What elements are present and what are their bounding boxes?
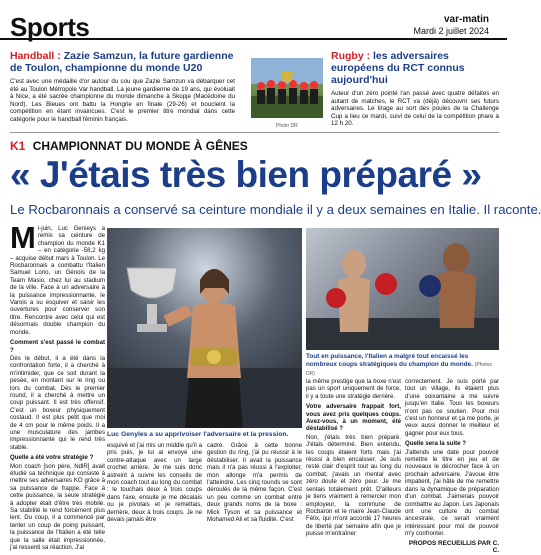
question-2: Quelle a été votre stratégie ?: [10, 454, 94, 462]
answer-2: Mon coach [son père, NdlR] avait étudié sa technique qui consiste à mettre ses adversaires KO grâce à sa puissance de frappe. Face à cette puissance, la seule stratégie à adopter était d'être très mobile. Sa stabilité le rend forcément plus lent. Du coup, il a commencé par tenter un coup de poing puissant, la puissance de l'Italien a été telle que la salle était impressionnée, j'ai ressenti sa réaction. J'ai: [10, 462, 105, 552]
issue-date: Mardi 2 juillet 2024: [413, 26, 489, 36]
brief-rugby-sport: Rugby :: [331, 50, 371, 62]
fight-action-illustration: [306, 228, 499, 350]
photo-credit: Photo DR: [276, 123, 298, 129]
article-lead: [10, 220, 105, 336]
question-1: Comment s'est passé le combat ?: [10, 339, 105, 354]
brief-rugby: [331, 50, 499, 128]
article-column-4: [306, 378, 401, 539]
question-3: Votre adversaire frappait fort, vous avez pris quelques coups. Avez-vous, à un moment, été déstabilisé ?: [306, 403, 401, 433]
column-3-text: cadré. Grâce à cette bonne gestion du ring, j'ai pu réussir à le déstabiliser. Il avait la puissance mais il n'a pas réussi à l'exploiter, mon allonge m'a permis de l'atteindre. Les cinq rounds se sont déroulés de la même façon. C'est un peu comme un combat entre deux grands noms de la boxe : Mick Tyson et sa puissance et Mohamed Ali et sa fluidité. C'est: [207, 442, 302, 524]
right-caption-text: Tout en puissance, l'Italien a malgré tout encaissé les nombreux coups stratégiques du champion du monde.: [306, 353, 473, 368]
lead-text: i-juin, Luc Genieys a remis sa ceinture de champion du monde K1 – en catégorie -58,2 kg – acquise début mars à Toulon. Le Rocbaronnais a combattu l'Italien Samuel Lorio, un Génois de la Team Masio, chez lui au stadium de la ville. Face à un adversaire à la puissance impressionnante, le Varois a su esquiver et saisir les ouvertures pour conserver son titre. Rencontre avec celui qui est désormais double champion du monde.: [10, 225, 105, 336]
newspaper-brand: var-matin: [443, 14, 489, 25]
article-standfirst: Le Rocbaronnais a conservé sa ceinture mondiale il y a deux semaines en Italie. Il raconte.: [10, 202, 541, 217]
right-photo-credit: (Photos DR): [306, 361, 492, 377]
column-4-text: la même prestige que la boxe n'est pas un sport uniquement de force, il y a toute une stratégie derrière.: [306, 378, 401, 400]
brief-handball: [10, 50, 235, 124]
brief-rugby-body: Auteur d'un zéro pointé l'an passé avec quatre défaites en autant de matches, le RCT va (déjà) découvrir ses futurs adversaires. Le tirage au sort des poules de la Challenge Cup a lieu ce mardi, suivi de celui de la compétition phare à 12 h 20.: [331, 90, 499, 128]
answer-3: Non, j'étais très bien préparé. J'étais déterminé. Bien entendu, les coups étaient forts mais j'ai réussi à bien encaisser. Je suis resté clair d'esprit tout au long du combat, j'avais un mental avec zéro doute et zéro peur. Je me sentais totalement prêt. D'ailleurs je tiens vraiment à remercier mon employeur, la commune de Rocbaron et le maire Jean-Claude Félix, qui m'ont accordé 17 heures de liberté par semaine afin que je puisse m'entraîner: [306, 433, 401, 538]
brief-rugby-title: les adversaires européens du RCT connus aujourd'hui: [331, 50, 465, 86]
brief-handball-headline: [10, 50, 235, 74]
brief-rugby-headline: [331, 50, 499, 86]
article-column-3: [207, 442, 302, 524]
boxer-trophy-illustration: [107, 228, 302, 428]
brief-handball-title: Zazie Samzun, la future gardienne de Toulon, championne du monde U20: [10, 50, 234, 74]
column-5-text: correctement. Je suis porté par tout un village, ils étaient plus d'une soixantaine à me suivre jusqu'en Italie. Tous les boxeurs n'ont pas ce soutien. Pour moi c'est un honneur et ça me porte, je veux aussi donner le meilleur et gagner pour eux tous.: [405, 378, 499, 437]
right-photo-caption: [306, 353, 499, 378]
brief-handball-sport: Handball :: [10, 50, 61, 62]
brief-handball-body: C'est avec une médaille d'or autour du cou que Zazie Samzun va débarquer cet été au Toulon Métropole Var handball. La jeune gardienne de 19 ans, qui évoluait à Nice, a été sacrée championne du monde dimanche à Skopje (Macédoine du Nord). Les Bleues ont battu la Hongrie en finale (29-26) et boucleint la compétition en étant invaincues. C'est le premier titre mondial dans cette catégorie pour le handball féminin français.: [10, 78, 235, 123]
article-column-1: [10, 220, 105, 552]
rugby-team-photo-illustration: [251, 58, 323, 118]
boxer-trophy-photo: [107, 228, 302, 428]
rugby-team-photo: [251, 58, 323, 118]
section-divider: [10, 132, 499, 133]
question-4: Quelle sera la suite ?: [405, 440, 466, 448]
column-2-text: esquivé et j'ai mis un middle qu'il a pris puis, je lui ai envoyé une contre-attaque avec un large crochet arrière. Je me suis donc astreint à suivre les conseils de mon coach tout au long du combat : le touchais deux à trois coups dans l'axe, ensuite je me décalais ou je pivotais et je remettais, derrière, deux à trois coups. Je ne devais jamais être: [107, 442, 202, 524]
article-column-5: [405, 378, 499, 555]
drop-cap: M: [10, 220, 36, 255]
article-byline: PROPOS RECUEILLIS PAR C. C.: [408, 539, 499, 554]
section-title: Sports: [10, 12, 90, 42]
center-photo-caption: Luc Genyles a su apprivoiser l'adversaire et la pression.: [107, 431, 289, 438]
kicker-text: CHAMPIONNAT DU MONDE À GÊNES: [32, 139, 248, 153]
kicker-tag: K1: [10, 139, 26, 153]
page-header: [0, 0, 507, 40]
article-headline: « J'étais très bien préparé »: [10, 154, 482, 195]
answer-1: Dès le début, il a été dans la confrontation forte, il a cherché à m'intimider, que ce soit durant la pesée, en montant sur le ring ou lors du combat. Dès le premier round, il a cherché à mettre un coup puissant. Il est très offensif. C'est un boxeur physiquement costaud. Il est plus petit que moi de 4 cm pour le même poids. Il a une musculature des jambes impressionnante qui le rend très stable.: [10, 354, 105, 451]
article-column-2: [107, 442, 202, 524]
article-kicker: [10, 139, 248, 153]
fight-action-photo: [306, 228, 499, 350]
answer-4: J'attends une date pour pouvoir remettre le titre en jeu et de nouveaux le décrocher face à un prochain adversaire. J'avoue être impatient, j'ai hâte de me remettre dans la dynamique de préparation d'un combat. J'aimerais pouvoir combattre au Japon. Les Japonais ont une culture du combat ancestrale, ce serait vraiment intéressant pour moi de pouvoir m'y confronter.: [405, 448, 499, 538]
